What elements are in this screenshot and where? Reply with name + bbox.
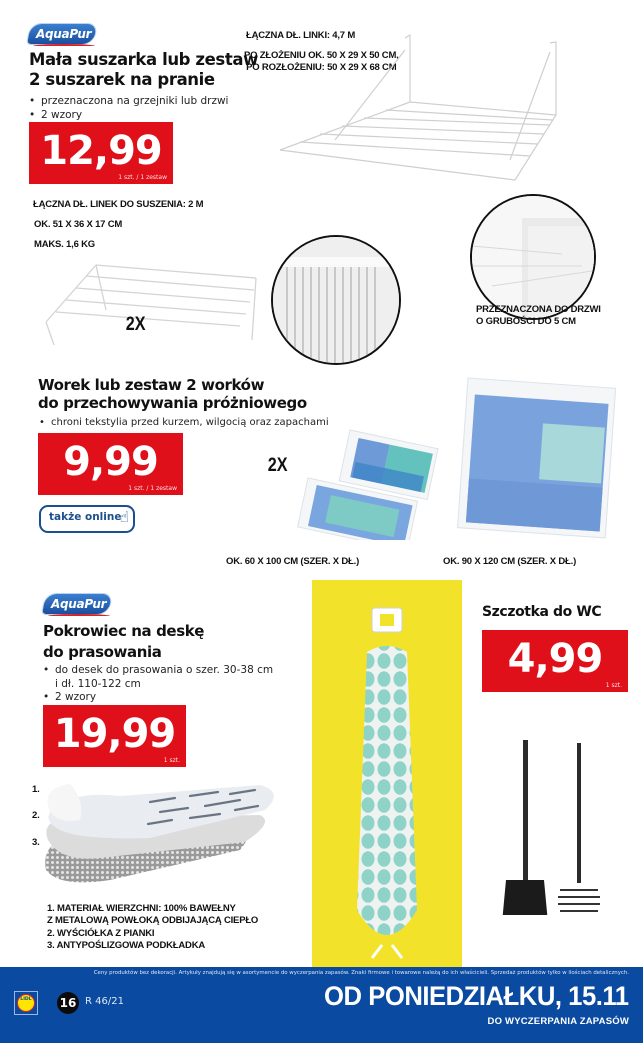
spec-dimensions: PO ZŁOŻENIU OK. 50 X 29 X 50 CM, PO ROZŁOŻENIU: 50 X 29 X 68 CM <box>244 50 399 73</box>
edition-label: R 46/21 <box>85 996 124 1007</box>
size-large-bag: OK. 90 X 120 CM (SZER. X DŁ.) <box>443 556 577 567</box>
radiator-detail-image <box>271 235 401 365</box>
price-tag: 19,99 1 szt. <box>43 705 186 767</box>
spec-line-length: ŁĄCZNA DŁ. LINKI: 4,7 M <box>246 30 356 41</box>
toilet-brush-image <box>500 735 630 915</box>
door-thickness-note: PRZEZNACZONA DO DRZWI O GRUBOŚCI DO 5 CM <box>476 304 601 327</box>
cover-layers-description: 1. MATERIAŁ WIERZCHNI: 100% BAWEŁNY Z METALOWĄ POWŁOKĄ ODBIJAJĄCĄ CIEPŁO 2. WYŚCIÓŁKA Z PIANKI 3. ANTYPOŚLIZGOWA PODKŁADKA <box>47 903 259 952</box>
cover-layers-image <box>40 780 280 885</box>
page-number-badge: 16 <box>57 992 79 1014</box>
layer-label-1: 1. <box>32 784 40 795</box>
product-title: Pokrowiec na deskę do prasowania <box>43 622 205 661</box>
quantity-badge: 2X <box>267 455 288 476</box>
footer-disclaimer: Ceny produktów bez dekoracji. Artykuły znajdują się w asortymencie do wyczerpania zapasów. Znaki firmowe i towarowe należą do ich właścicieli. Sprzedaż produktów tylko w ilościach detalicznych. <box>93 970 629 976</box>
hand-pointer-icon: ☝ <box>119 508 129 526</box>
price-tag: 12,99 1 szt. / 1 zestaw <box>29 122 173 184</box>
spec-small-max-load: MAKS. 1,6 KG <box>34 239 95 250</box>
product-title: Szczotka do WC <box>482 604 602 620</box>
spec-small-dimensions: OK. 51 X 36 X 17 CM <box>34 219 123 230</box>
offer-date-headline: OD PONIEDZIAŁKU, 15.11 <box>324 981 629 1011</box>
spec-small-line-length: ŁĄCZNA DŁ. LINEK DO SUSZENIA: 2 M <box>33 199 204 210</box>
size-small-bag: OK. 60 X 100 CM (SZER. X DŁ.) <box>226 556 360 567</box>
also-online-button[interactable]: także online ☝ <box>39 505 135 533</box>
ironing-board-image <box>312 580 462 967</box>
product-title: Worek lub zestaw 2 worków do przechowywania próżniowego <box>38 376 307 412</box>
aquapur-logo: AquaPur <box>29 24 99 52</box>
product-features: • chroni tekstylia przed kurzem, wilgocią oraz zapachami <box>37 416 329 429</box>
product-title: Mała suszarka lub zestaw 2 suszarek na pranie <box>29 50 258 89</box>
vacuum-bags-image <box>290 370 630 540</box>
layer-label-3: 3. <box>32 837 40 848</box>
door-detail-image <box>470 194 596 320</box>
aquapur-logo: AquaPur <box>44 594 114 622</box>
drying-rack-small-image <box>40 250 270 350</box>
price-tag: 4,99 1 szt. <box>482 630 628 692</box>
drying-rack-large-image <box>260 30 640 230</box>
lidl-logo: LIDL <box>14 991 38 1015</box>
quantity-badge: 2X <box>125 314 146 335</box>
offer-availability-note: DO WYCZERPANIA ZAPASÓW <box>487 1016 629 1027</box>
price-tag: 9,99 1 szt. / 1 zestaw <box>38 433 183 495</box>
product-features: • do desek do prasowania o szer. 30-38 cm i dł. 110-122 cm • 2 wzory <box>41 664 273 705</box>
product-features: • przeznaczona na grzejniki lub drzwi • 2 wzory <box>27 95 228 122</box>
footer-bar <box>0 967 643 1043</box>
layer-label-2: 2. <box>32 810 40 821</box>
